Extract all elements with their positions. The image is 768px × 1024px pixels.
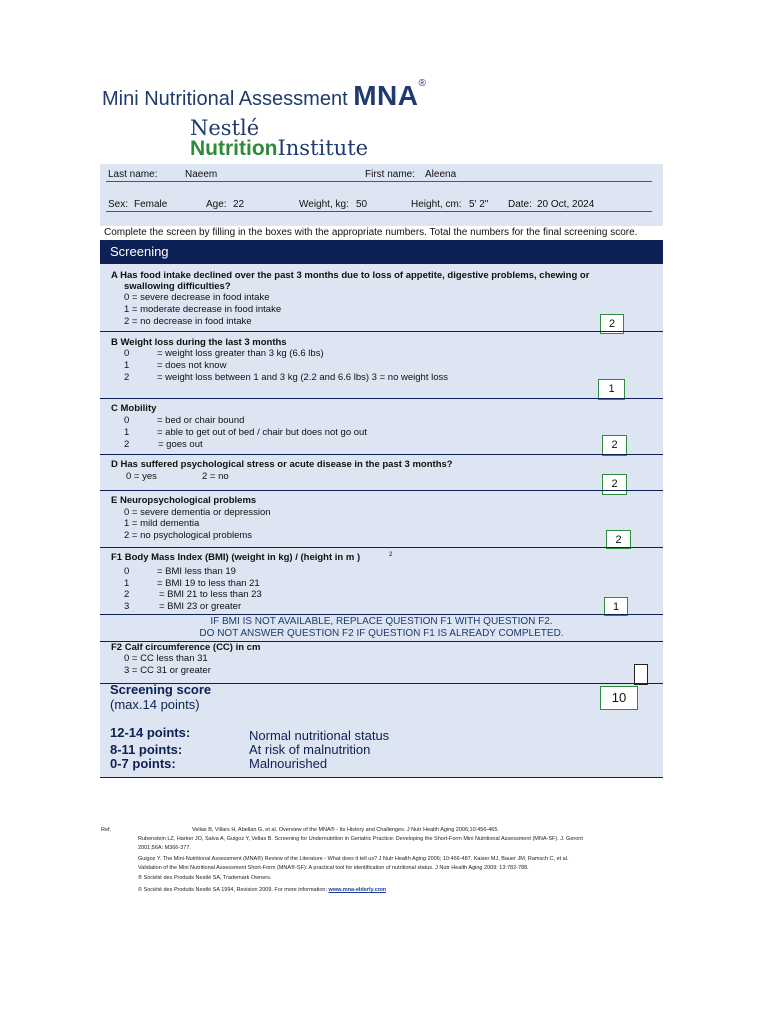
question-c-option-num: 2 xyxy=(124,439,130,450)
question-f1-score-box[interactable]: 1 xyxy=(604,597,628,616)
divider xyxy=(100,454,663,455)
question-f2-title: F2 Calf circumference (CC) in cm xyxy=(111,642,261,653)
question-e-title: E Neuropsychological problems xyxy=(111,495,257,506)
question-f1-option: = BMI 23 or greater xyxy=(159,601,242,612)
bmi-note-1: IF BMI IS NOT AVAILABLE, REPLACE QUESTION F1 WITH QUESTION F2. xyxy=(210,616,553,627)
question-a-title: A Has food intake declined over the past 3 months due to loss of appetite, digestive problems, chewing or xyxy=(111,270,590,281)
question-b-score-box[interactable]: 1 xyxy=(598,379,625,400)
age-value[interactable]: 22 xyxy=(233,199,245,210)
date-value[interactable]: 20 Oct, 2024 xyxy=(537,199,595,210)
reference: Validation of the Mini Nutritional Assessment Short-Form (MNA®-SF): A practical tool for identification of nutritional status. J Nutr Health Aging 2009; 13:782-788. xyxy=(138,865,529,871)
screening-score-max: (max.14 points) xyxy=(110,697,200,712)
divider xyxy=(100,614,663,615)
reference: Vellas B, Villars H, Abellan G, et al. Overview of the MNA® - Its History and Challenges. J Nutr Health Aging 2006;10:456-465. xyxy=(192,827,499,833)
nestle-logo-text: Nestlé xyxy=(190,116,260,140)
height-value[interactable]: 5' 2" xyxy=(469,199,489,210)
question-f1-title: F1 Body Mass Index (BMI) (weight in kg) / (height in m ) xyxy=(111,552,361,563)
question-b-option: = does not know xyxy=(157,360,227,371)
question-f1-option: = BMI 19 to less than 21 xyxy=(157,578,260,589)
first-name-value[interactable]: Aleena xyxy=(425,169,457,180)
question-a-option: 0 = severe decrease in food intake xyxy=(124,292,270,303)
question-f2-score-box[interactable] xyxy=(634,664,648,685)
form-title: Mini Nutritional Assessment MNA® xyxy=(102,78,426,111)
result-normal-points: 12-14 points: xyxy=(110,725,191,740)
question-f1-option: = BMI 21 to less than 23 xyxy=(159,589,262,600)
screening-score-box[interactable]: 10 xyxy=(600,686,638,710)
question-c-option: = goes out xyxy=(158,439,203,450)
result-risk-points: 8-11 points: xyxy=(110,742,183,757)
question-f2-option: 0 = CC less than 31 xyxy=(124,653,208,664)
question-d-score-box[interactable]: 2 xyxy=(602,474,627,495)
mna-brand: MNA xyxy=(353,80,419,111)
question-f1-option-num: 2 xyxy=(124,589,130,600)
question-a-title-cont: swallowing difficulties? xyxy=(124,281,231,292)
ref-label: Ref. xyxy=(101,827,112,833)
result-malnourished-points: 0-7 points: xyxy=(110,756,176,771)
result-risk-text: At risk of malnutrition xyxy=(249,742,371,757)
divider xyxy=(100,398,663,399)
question-d-title: D Has suffered psychological stress or acute disease in the past 3 months? xyxy=(111,459,453,470)
first-name-label: First name: xyxy=(365,169,416,180)
last-name-value[interactable]: Naeem xyxy=(185,169,218,180)
question-d-option-yes: 0 = yes xyxy=(126,471,157,482)
question-b-option: = weight loss greater than 3 kg (6.6 lbs) xyxy=(157,348,324,359)
age-label: Age: xyxy=(206,199,227,210)
screening-header: Screening xyxy=(100,240,663,264)
reference: 2001;56A: M366-377. xyxy=(138,845,191,851)
nutrition-institute-logo: NutritionInstitute xyxy=(190,136,369,160)
bmi-note-2: DO NOT ANSWER QUESTION F2 IF QUESTION F1 IS ALREADY COMPLETED. xyxy=(199,628,564,639)
question-e-option: 1 = mild dementia xyxy=(124,518,200,529)
question-b-option: = weight loss between 1 and 3 kg (2.2 and 6.6 lbs) 3 = no weight loss xyxy=(157,372,448,383)
weight-label: Weight, kg: xyxy=(299,199,349,210)
question-a-score-box[interactable]: 2 xyxy=(600,314,624,334)
result-malnourished-text: Malnourished xyxy=(249,756,328,771)
question-c-option-num: 0 xyxy=(124,415,130,426)
question-e-score-box[interactable]: 2 xyxy=(606,530,631,549)
question-f1-option: = BMI less than 19 xyxy=(157,566,236,577)
question-c-option-num: 1 xyxy=(124,427,130,438)
divider xyxy=(100,777,663,778)
mna-website-link[interactable]: www.mna-elderly.com xyxy=(328,887,387,893)
sex-label: Sex: xyxy=(108,199,129,210)
divider xyxy=(100,331,663,332)
copyright: © Société des Produits Nestlé SA 1994, Revision 2009. For more information: www.mna-elderly.com xyxy=(138,887,387,893)
weight-value[interactable]: 50 xyxy=(356,199,368,210)
question-b-option-num: 2 xyxy=(124,372,130,383)
question-f1-option-num: 1 xyxy=(124,578,130,589)
screening-score-label: Screening score xyxy=(110,682,212,697)
question-c-score-box[interactable]: 2 xyxy=(602,435,627,456)
date-label: Date: xyxy=(508,199,532,210)
last-name-label: Last name: xyxy=(108,169,158,180)
reference: Guigoz Y. The Mini-Nutritional Assessment (MNA®) Review of the Literature - What does it tell us? J Nutr Health Aging 2006; 10:466-487. Kaiser MJ, Bauer JM, Ramsch C, et al. xyxy=(138,856,569,862)
question-f1-option-num: 3 xyxy=(124,601,130,612)
question-c-title: C Mobility xyxy=(111,403,157,414)
question-a-option: 2 = no decrease in food intake xyxy=(124,316,252,327)
divider xyxy=(106,181,652,182)
question-b-option-num: 1 xyxy=(124,360,130,371)
question-f1-option-num: 0 xyxy=(124,566,130,577)
divider xyxy=(106,211,652,212)
question-e-option: 0 = severe dementia or depression xyxy=(124,507,271,518)
divider xyxy=(100,490,663,491)
question-c-option: = able to get out of bed / chair but does not go out xyxy=(157,427,367,438)
divider xyxy=(100,547,663,548)
result-normal-text: Normal nutritional status xyxy=(249,728,390,743)
instructions: Complete the screen by filling in the boxes with the appropriate numbers. Total the numbers for the final screening score. xyxy=(104,227,638,238)
question-f1-superscript: 2 xyxy=(389,552,393,558)
height-label: Height, cm: xyxy=(411,199,462,210)
reference: ® Société des Produits Nestlé SA, Trademark Owners. xyxy=(138,875,272,881)
reference: Rubenstein LZ, Harker JO, Salva A, Guigoz Y, Vellas B. Screening for Undernutrition in Geriatric Practice: Developing the Short-Form Mini Nutritional Assessment (MNA-SF). J. Geront xyxy=(138,836,583,842)
question-f2-option: 3 = CC 31 or greater xyxy=(124,665,211,676)
patient-info-panel xyxy=(100,164,663,226)
question-b-title: B Weight loss during the last 3 months xyxy=(111,337,287,348)
question-c-option: = bed or chair bound xyxy=(157,415,245,426)
sex-value[interactable]: Female xyxy=(134,199,168,210)
question-a-option: 1 = moderate decrease in food intake xyxy=(124,304,282,315)
question-b-option-num: 0 xyxy=(124,348,130,359)
registered-mark: ® xyxy=(418,78,426,89)
question-d-option-no: 2 = no xyxy=(202,471,229,482)
question-e-option: 2 = no psychological problems xyxy=(124,530,253,541)
